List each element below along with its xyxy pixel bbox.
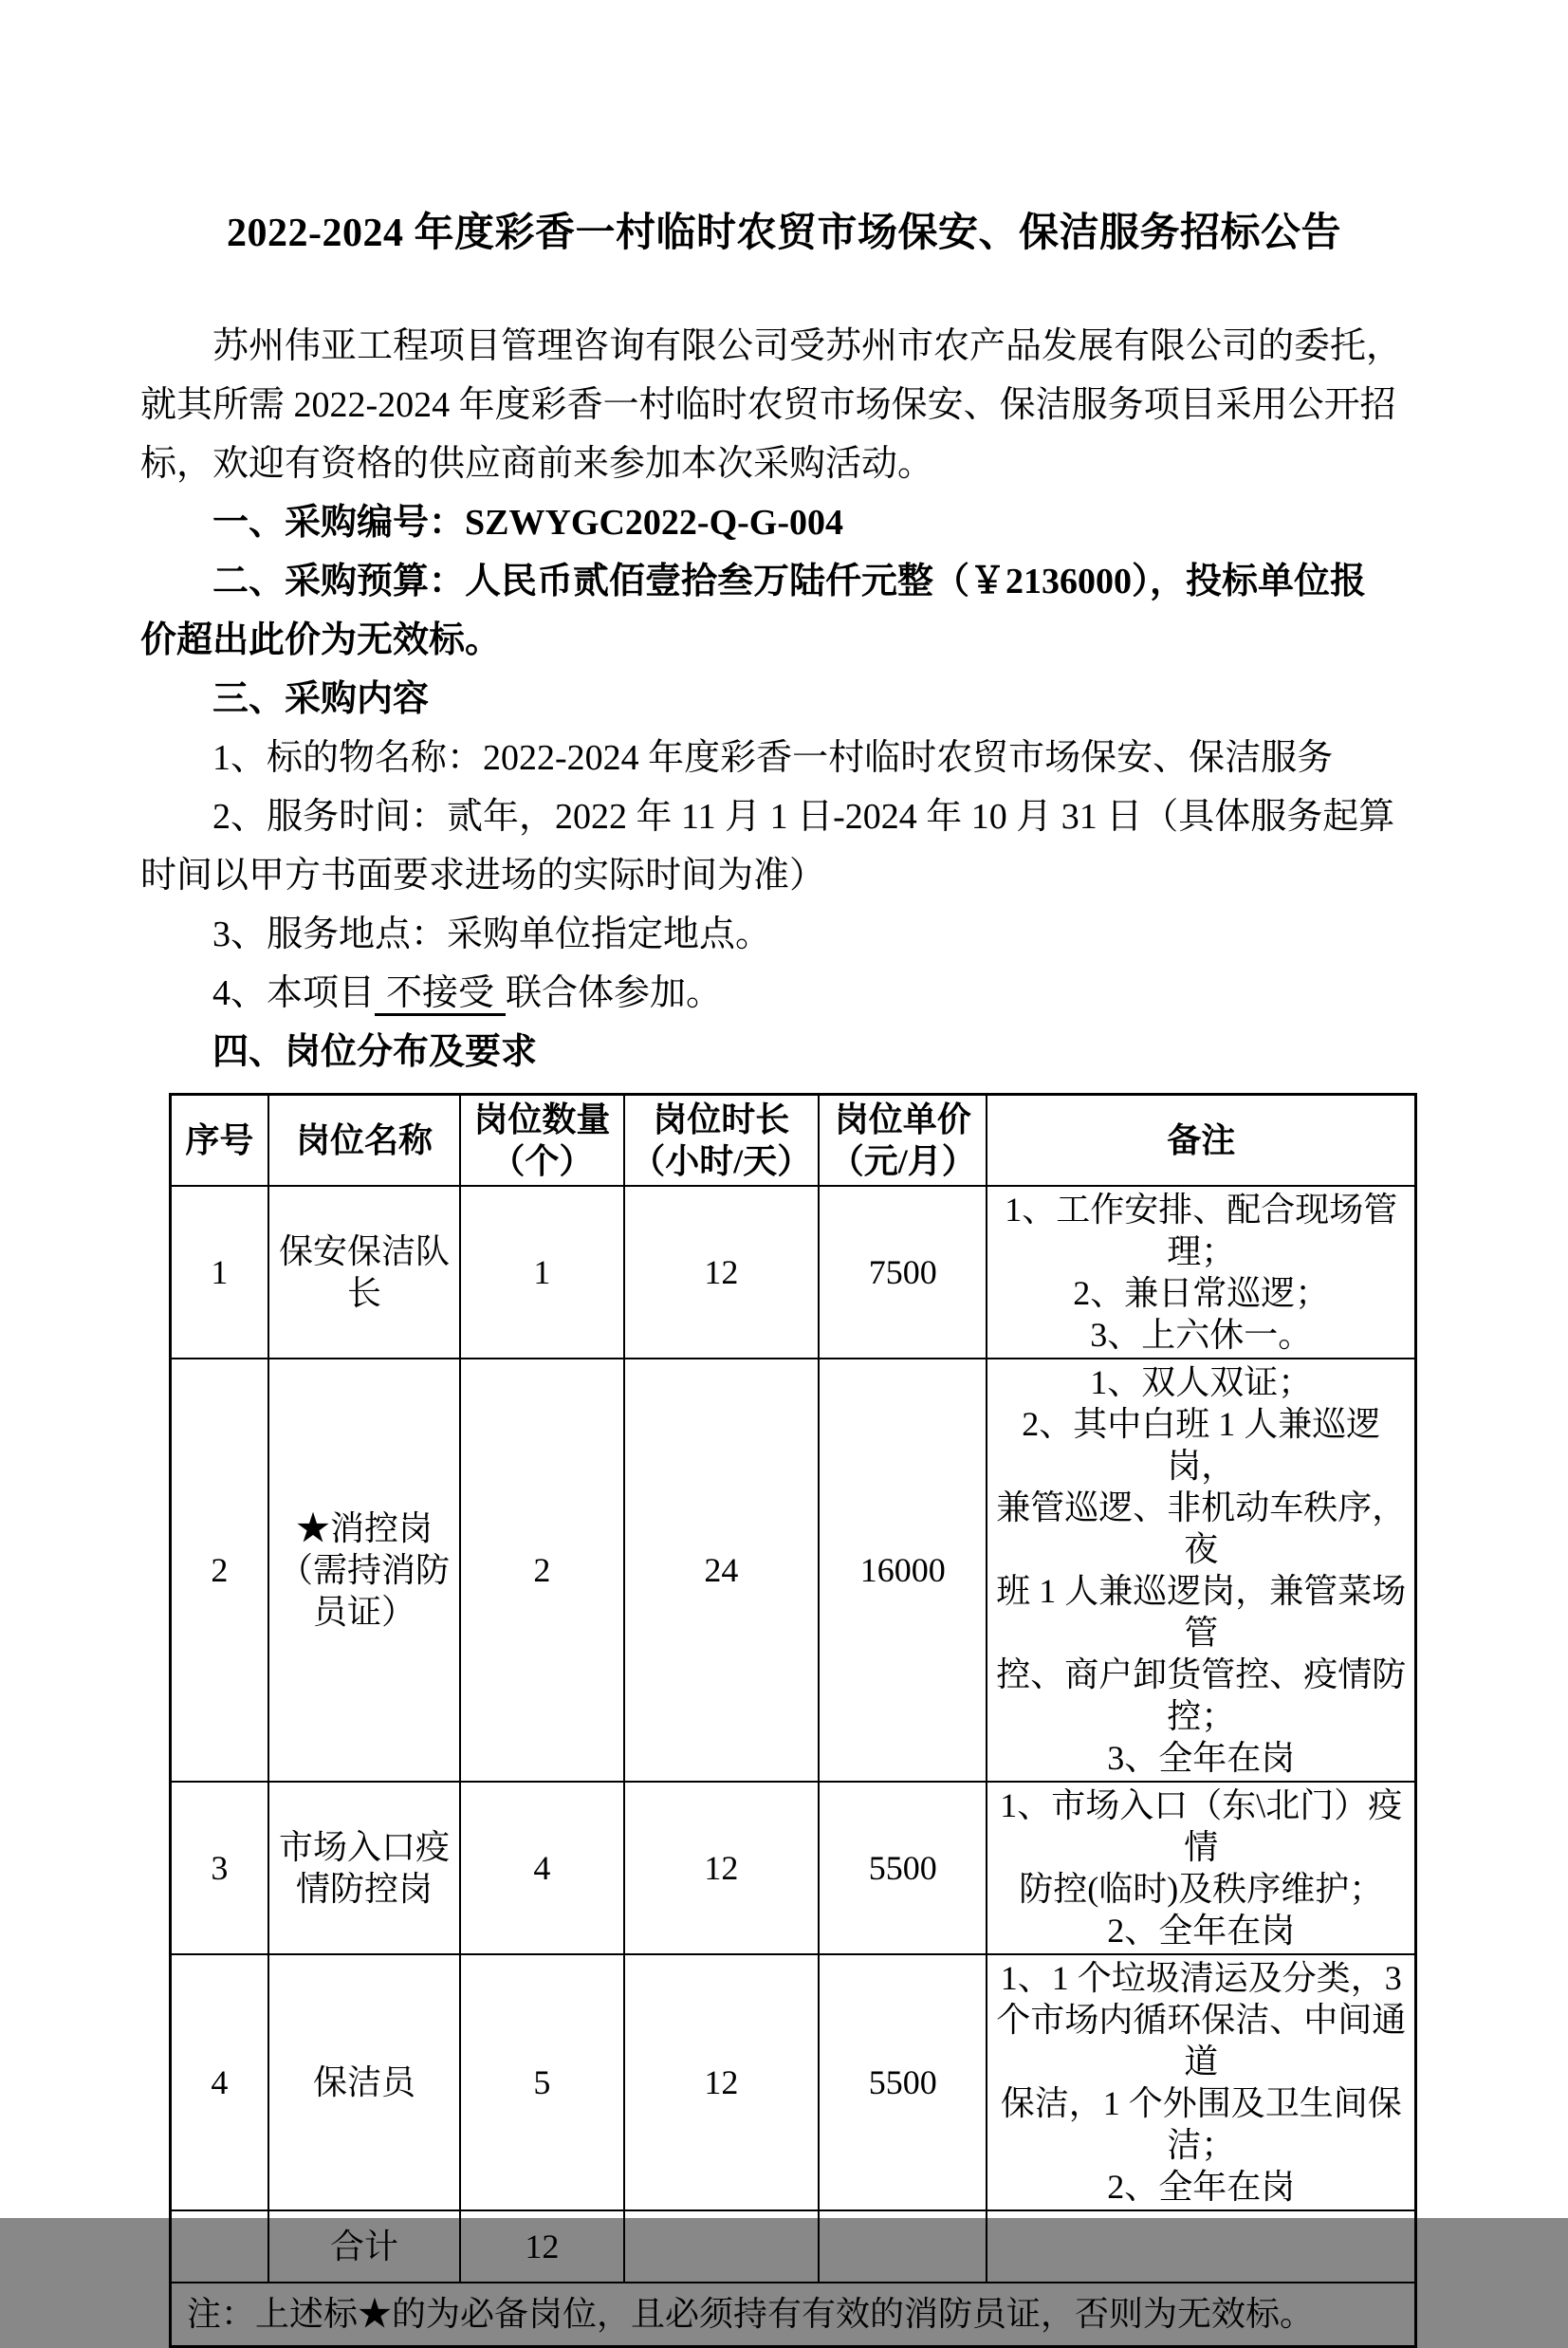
total-cell-price (819, 2210, 987, 2283)
body-line: 苏州伟亚工程项目管理咨询有限公司受苏州市农产品发展有限公司的委托， (212, 326, 1403, 366)
cell-count: 4 (460, 1782, 623, 1954)
cell-position-name: 市场入口疫 情防控岗 (268, 1782, 460, 1954)
cell-hours: 12 (624, 1954, 819, 2210)
table-header-cell: 岗位单价 （元/月） (819, 1095, 987, 1186)
underlined-text: 不接受 (375, 973, 506, 1016)
body-line: 标，欢迎有资格的供应商前来参加本次采购活动。 (140, 444, 934, 484)
body-line: 2、服务时间：贰年，2022 年 11 月 1 日-2024 年 10 月 31 日（具体服务起算 (212, 797, 1395, 837)
table-header-cell: 序号 (171, 1095, 268, 1186)
cell-remark: 1、市场入口（东\北门）疫情 防控(临时)及秩序维护； 2、全年在岗 (987, 1782, 1415, 1954)
cell-price: 5500 (819, 1782, 987, 1954)
cell-count: 5 (460, 1954, 623, 2210)
cell-seq: 2 (171, 1359, 268, 1782)
cell-count: 1 (460, 1186, 623, 1359)
body-line: 四、岗位分布及要求 (212, 1032, 538, 1072)
total-cell-remark (987, 2210, 1415, 2283)
cell-seq: 4 (171, 1954, 268, 2210)
cell-remark: 1、双人双证； 2、其中白班 1 人兼巡逻岗， 兼管巡逻、非机动车秩序，夜 班 1 人兼巡逻岗，兼管菜场管 控、商户卸货管控、疫情防控； 3、全年在岗 (987, 1359, 1415, 1782)
total-cell-seq (171, 2210, 268, 2283)
cell-position-name: ★消控岗 （需持消防 员证） (268, 1359, 460, 1782)
cell-price: 16000 (819, 1359, 987, 1782)
cell-price: 7500 (819, 1186, 987, 1359)
total-cell-name: 合计 (268, 2210, 460, 2283)
table-note: 注：上述标★的为必备岗位，且必须持有有效的消防员证，否则为无效标。 (171, 2283, 1416, 2347)
cell-position-name: 保安保洁队 长 (268, 1186, 460, 1359)
positions-table (169, 1093, 1417, 2348)
cell-position-name: 保洁员 (268, 1954, 460, 2210)
cell-remark: 1、1 个垃圾清运及分类，3 个市场内循环保洁、中间通道 保洁，1 个外围及卫生间保 洁； 2、全年在岗 (987, 1954, 1415, 2210)
cell-hours: 12 (624, 1782, 819, 1954)
cell-price: 5500 (819, 1954, 987, 2210)
body-line: 一、采购编号：SZWYGC2022-Q-G-004 (212, 503, 844, 543)
table-row (171, 1954, 1416, 2210)
table-row (171, 1186, 1416, 1359)
table-header-cell: 岗位名称 (268, 1095, 460, 1186)
total-cell-hours (624, 2210, 819, 2283)
table-header-row (171, 1095, 1416, 1186)
body-line: 二、采购预算：人民币贰佰壹拾叁万陆仟元整（￥2136000），投标单位报 (212, 562, 1367, 601)
cell-hours: 24 (624, 1359, 819, 1782)
document-title: 2022-2024 年度彩香一村临时农贸市场保安、保洁服务招标公告 (227, 212, 1341, 255)
cell-count: 2 (460, 1359, 623, 1782)
body-line: 时间以甲方书面要求进场的实际时间为准） (140, 856, 826, 896)
cell-seq: 3 (171, 1782, 268, 1954)
body-line: 1、标的物名称：2022-2024 年度彩香一村临时农贸市场保安、保洁服务 (212, 738, 1334, 778)
table-note-row (171, 2283, 1416, 2347)
table-total-row (171, 2210, 1416, 2283)
body-text-segment: 4、本项目 (212, 973, 376, 1013)
body-line (140, 964, 1428, 1023)
total-cell-count: 12 (460, 2210, 623, 2283)
table-header-cell: 岗位时长 （小时/天） (624, 1095, 819, 1186)
cell-hours: 12 (624, 1186, 819, 1359)
body-line: 价超出此价为无效标。 (140, 620, 502, 660)
body-line: 三、采购内容 (212, 679, 430, 719)
table-row (171, 1359, 1416, 1782)
table-header-cell: 备注 (987, 1095, 1415, 1186)
cell-seq: 1 (171, 1186, 268, 1359)
cell-remark: 1、工作安排、配合现场管理； 2、兼日常巡逻； 3、上六休一。 (987, 1186, 1415, 1359)
body-line: 3、服务地点：采购单位指定地点。 (212, 915, 772, 954)
body-paragraphs (140, 317, 1428, 1082)
body-line: 就其所需 2022-2024 年度彩香一村临时农贸市场保安、保洁服务项目采用公开招 (140, 385, 1396, 425)
table-row (171, 1782, 1416, 1954)
table-header-cell: 岗位数量 （个） (460, 1095, 623, 1186)
body-text-segment: 联合体参加。 (506, 973, 723, 1013)
